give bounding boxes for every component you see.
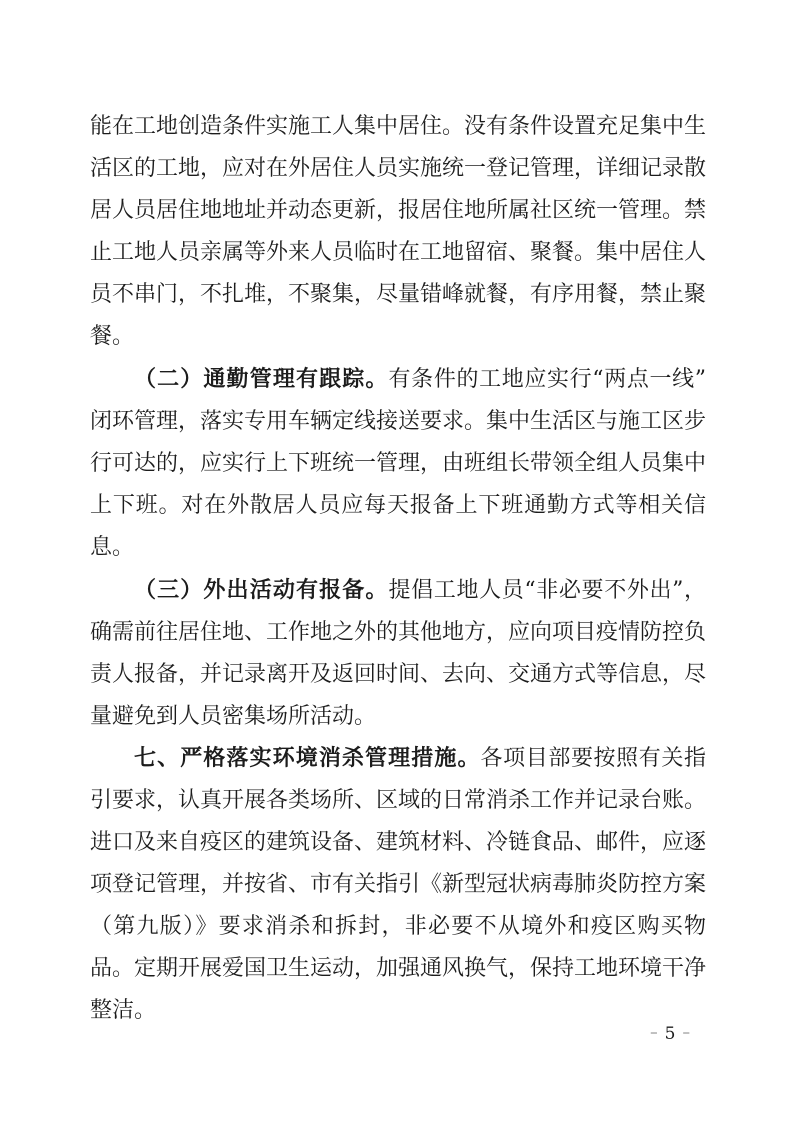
paragraph-item-2-text: 有条件的工地应实行“两点一线”闭环管理，落实专用车辆定线接送要求。集中生活区与施工区步行可达的，应实行上下班统一管理，由班组长带领全组人员集中上下班。对在外散居人员应每天报备上下班通勤方式等相关信息。 <box>90 367 707 560</box>
page-number-dash-right: – <box>682 1023 690 1041</box>
paragraph-section-7 <box>90 738 706 1032</box>
paragraph-item-2 <box>90 358 706 569</box>
document-body <box>90 106 706 1032</box>
paragraph-item-3 <box>90 569 706 738</box>
paragraph-section-7-text: 各项目部要按照有关指引要求，认真开展各类场所、区域的日常消杀工作并记录台账。进口及来自疫区的建筑设备、建筑材料、冷链食品、邮件，应逐项登记管理，并按省、市有关指引《新型冠状病毒肺炎防控方案（第九版）》要求消杀和拆封，非必要不从境外和疫区购买物品。定期开展爱国卫生运动，加强通风换气，保持工地环境干净整洁。 <box>90 746 707 1023</box>
page-number: 5 <box>664 1024 676 1044</box>
paragraph-item-2-heading: （二）通勤管理有跟踪。 <box>134 366 389 392</box>
paragraph-item-3-text: 提倡工地人员“非必要不外出”，确需前往居住地、工作地之外的其他地方，应向项目疫情防控负责人报备，并记录离开及返回时间、去向、交通方式等信息，尽量避免到人员密集场所活动。 <box>90 578 707 729</box>
paragraph-item-3-heading: （三）外出活动有报备。 <box>134 577 389 603</box>
paragraph-section-7-heading: 七、严格落实环境消杀管理措施。 <box>134 746 481 771</box>
paragraph-continuation <box>90 106 706 358</box>
page-footer <box>643 1024 697 1044</box>
paragraph-continuation-text: 能在工地创造条件实施工人集中居住。没有条件设置充足集中生活区的工地，应对在外居住人员实施统一登记管理，详细记录散居人员居住地地址并动态更新，报居住地所属社区统一管理。禁止工地人员亲属等外来人员临时在工地留宿、聚餐。集中居住人员不串门，不扎堆，不聚集，尽量错峰就餐，有序用餐，禁止聚餐。 <box>90 114 707 349</box>
page-number-dash-left: – <box>650 1023 658 1041</box>
